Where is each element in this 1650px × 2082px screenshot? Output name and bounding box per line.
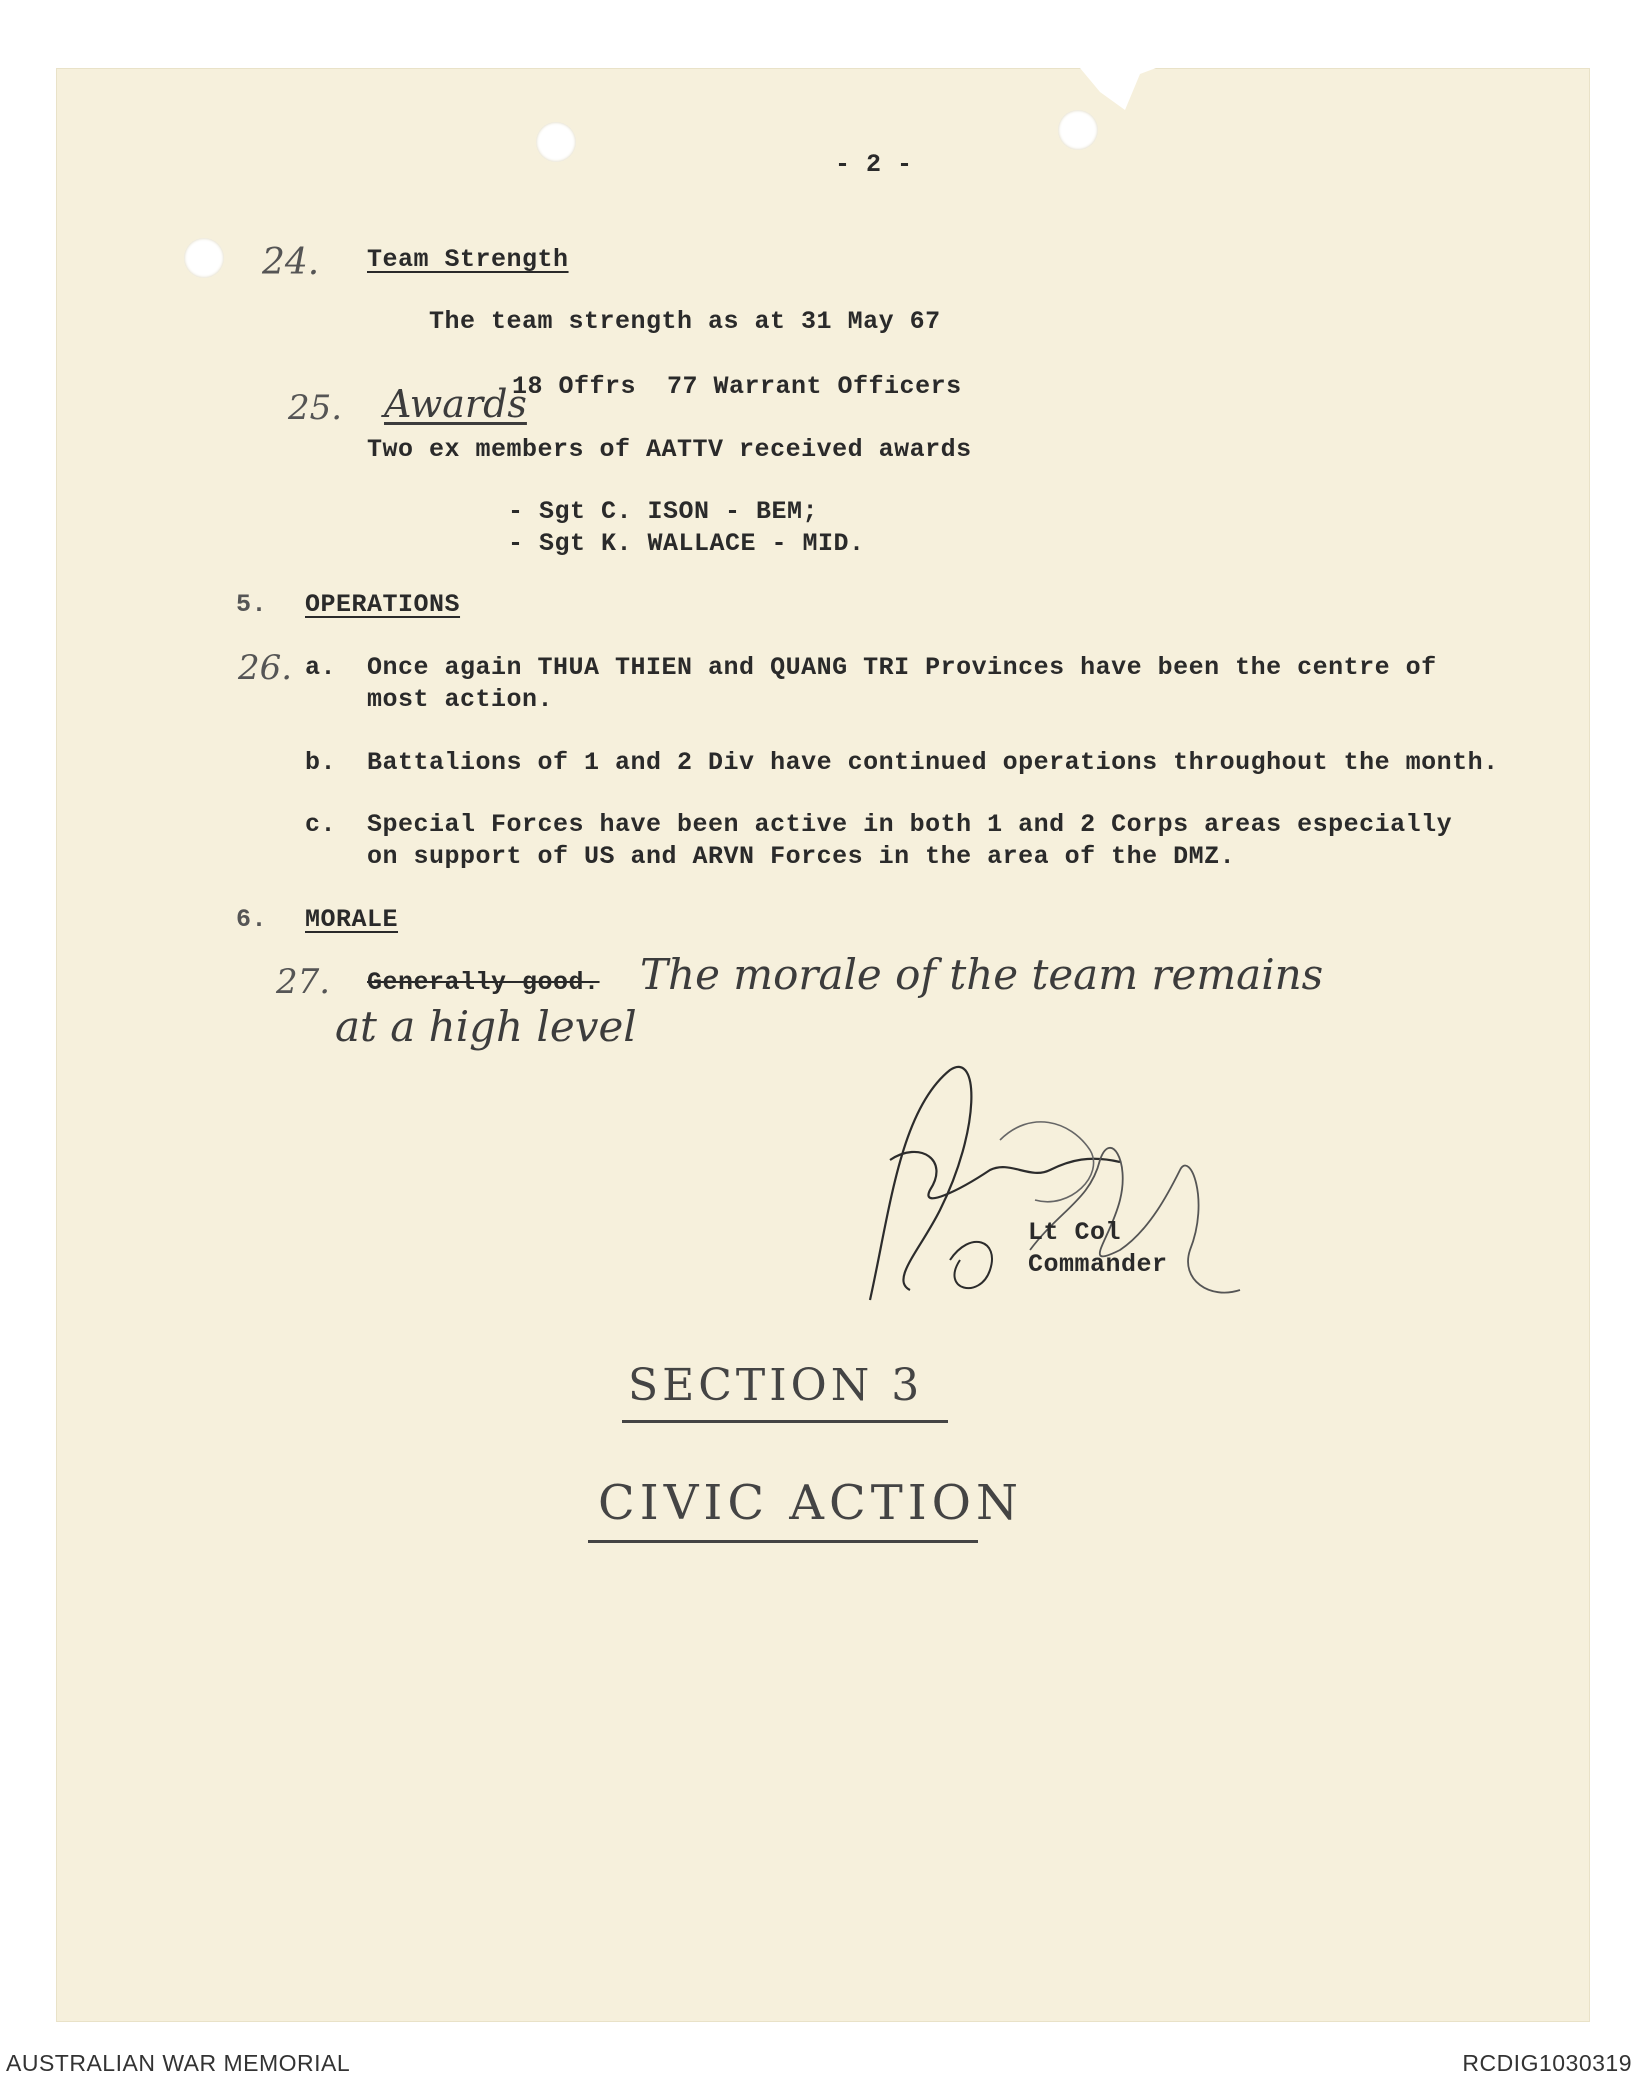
operations-item-label: b.: [305, 748, 337, 777]
signature-rank: Lt Col: [1028, 1218, 1122, 1247]
operations-item-label: a.: [305, 653, 337, 682]
punch-hole: [536, 122, 576, 162]
awards-heading: Awards: [384, 382, 527, 426]
document-page: [56, 68, 1590, 2022]
section-subheading-underline: [588, 1540, 978, 1543]
operations-item-text: Battalions of 1 and 2 Div have continued operations throughout the month.: [367, 748, 1499, 777]
team-strength-line1: The team strength as at 31 May 67: [429, 307, 941, 336]
team-strength-heading: Team Strength: [367, 245, 569, 274]
footer-right: RCDIG1030319: [1462, 2050, 1632, 2076]
operations-heading: OPERATIONS: [305, 590, 461, 619]
morale-struck-text: Generally good.: [367, 968, 600, 997]
section-subheading: CIVIC ACTION: [598, 1475, 1024, 1531]
section-heading-underline: [622, 1420, 948, 1423]
operations-item-text: Special Forces have been active in both 1 and 2 Corps areas especially: [367, 810, 1453, 839]
morale-handwritten-line2: at a high level: [335, 1002, 637, 1051]
awards-intro: Two ex members of AATTV received awards: [367, 435, 972, 464]
morale-number: 6.: [236, 905, 268, 934]
operations-item-label: c.: [305, 810, 337, 839]
punch-hole: [184, 238, 224, 278]
page-number: - 2 -: [835, 150, 913, 179]
awards-number: 25.: [288, 388, 343, 428]
operations-item-text: Once again THUA THIEN and QUANG TRI Provinces have been the centre of: [367, 653, 1437, 682]
morale-handwritten-line1: The morale of the team remains: [640, 950, 1324, 999]
morale-para-number: 27.: [276, 962, 331, 1002]
team-strength-number: 24.: [262, 242, 320, 283]
operations-number: 5.: [236, 590, 268, 619]
team-strength-line2: 18 Offrs 77 Warrant Officers: [512, 372, 962, 401]
award-item: - Sgt K. WALLACE - MID.: [508, 529, 865, 558]
morale-heading: MORALE: [305, 905, 399, 934]
operations-item-text: on support of US and ARVN Forces in the area of the DMZ.: [367, 842, 1236, 871]
operations-item-text: most action.: [367, 685, 554, 714]
punch-hole: [1058, 110, 1098, 150]
award-item: - Sgt C. ISON - BEM;: [508, 497, 819, 526]
section-heading: SECTION 3: [628, 1360, 924, 1411]
footer-left: AUSTRALIAN WAR MEMORIAL: [6, 2050, 351, 2076]
operations-para-number: 26.: [238, 648, 293, 688]
signature-title: Commander: [1028, 1250, 1168, 1279]
